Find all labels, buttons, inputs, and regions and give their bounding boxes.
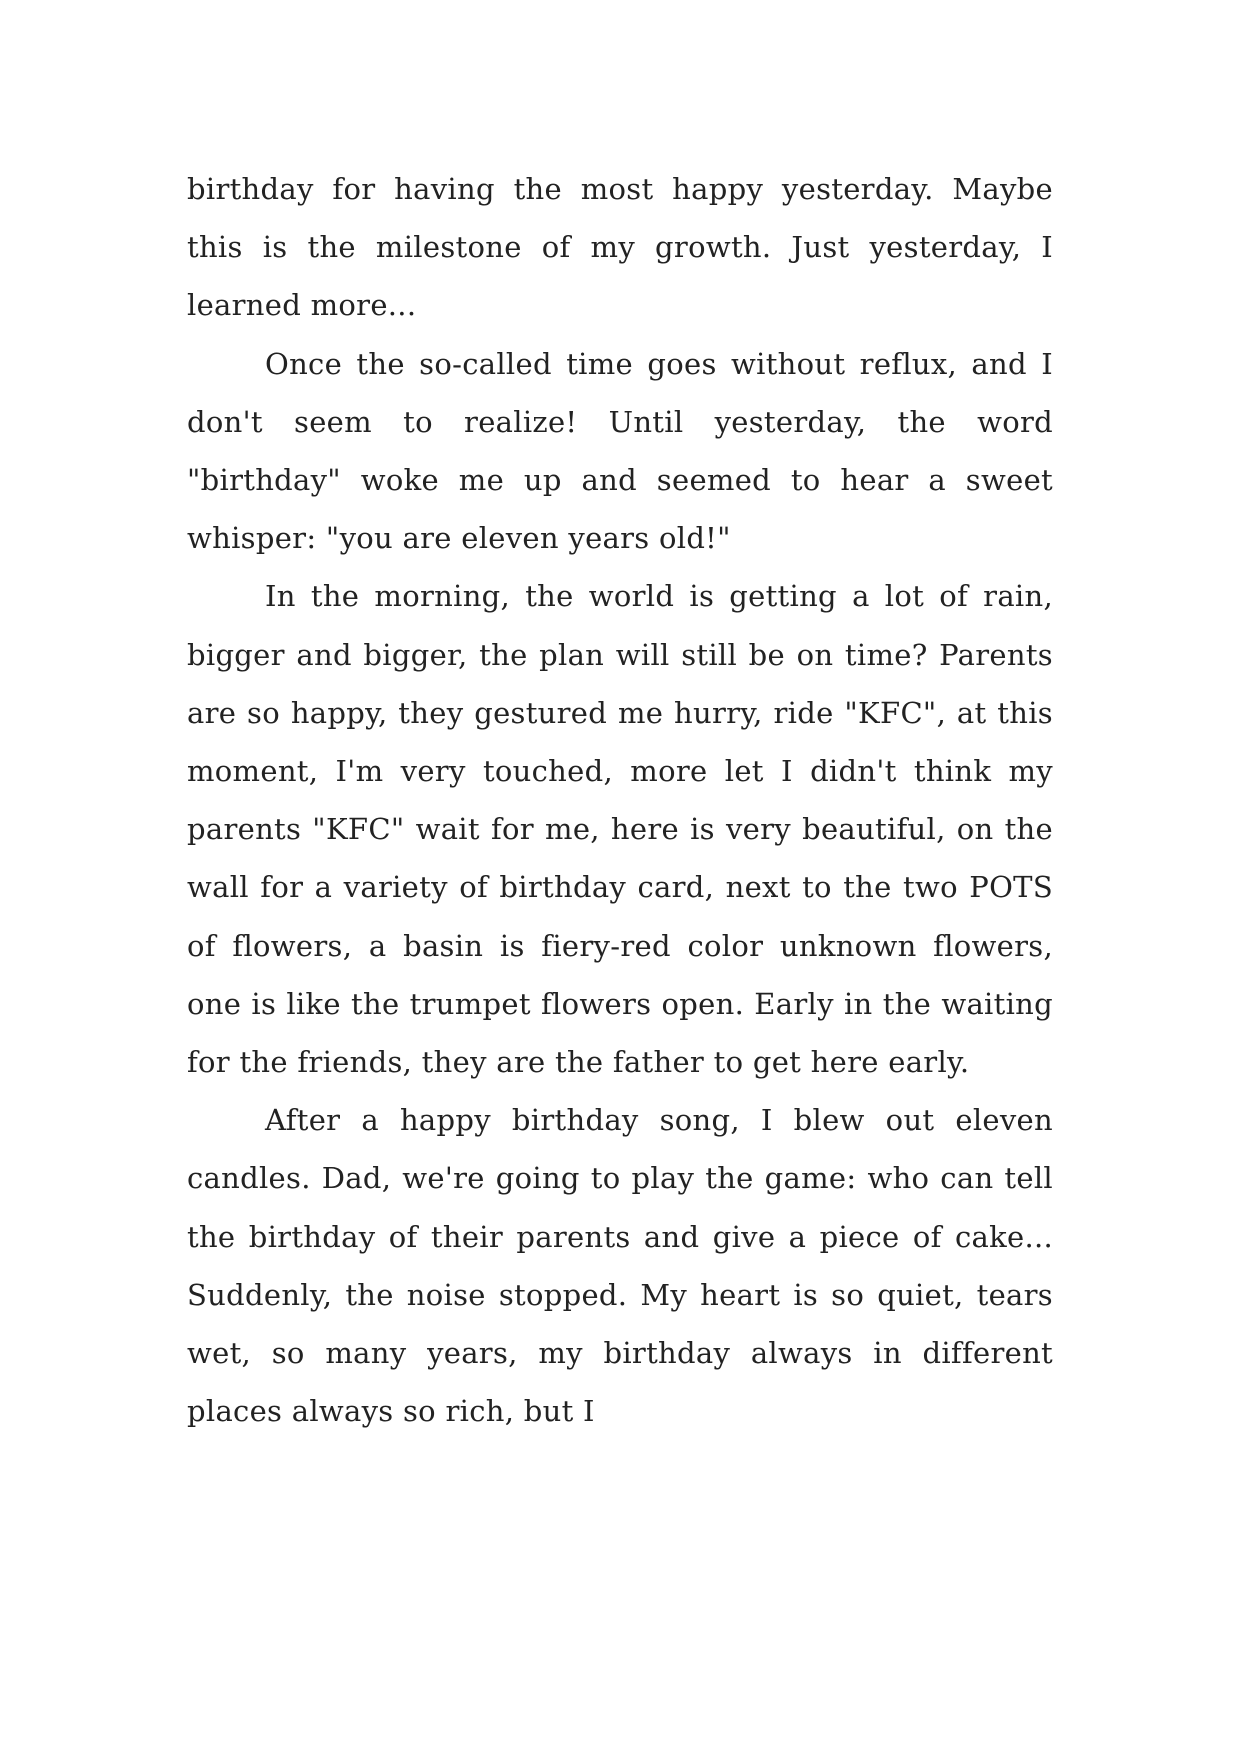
paragraph-1: birthday for having the most happy yesterday. Maybe this is the milestone of my growth. Just yesterday, I learned more... <box>187 172 1053 323</box>
paragraph-4: After a happy birthday song, I blew out eleven candles. Dad, we're going to play the game: who can tell the birthday of their parents and give a piece of cake... Suddenly, the noise stopped. My heart is so quiet, tears wet, so many years, my birthday always in different places always so rich, but I <box>187 1103 1053 1429</box>
body-text <box>187 160 1053 1440</box>
paragraph-3: In the morning, the world is getting a lot of rain, bigger and bigger, the plan will still be on time? Parents are so happy, they gestured me hurry, ride "KFC", at this moment, I'm very touched, more let I didn't think my parents "KFC" wait for me, here is very beautiful, on the wall for a variety of birthday card, next to the two POTS of flowers, a basin is fiery-red color unknown flowers, one is like the trumpet flowers open. Early in the waiting for the friends, they are the father to get here early. <box>187 579 1053 1080</box>
paragraph-2: Once the so-called time goes without reflux, and I don't seem to realize! Until yesterday, the word "birthday" woke me up and seemed to hear a sweet whisper: "you are eleven years old!" <box>187 346 1053 556</box>
